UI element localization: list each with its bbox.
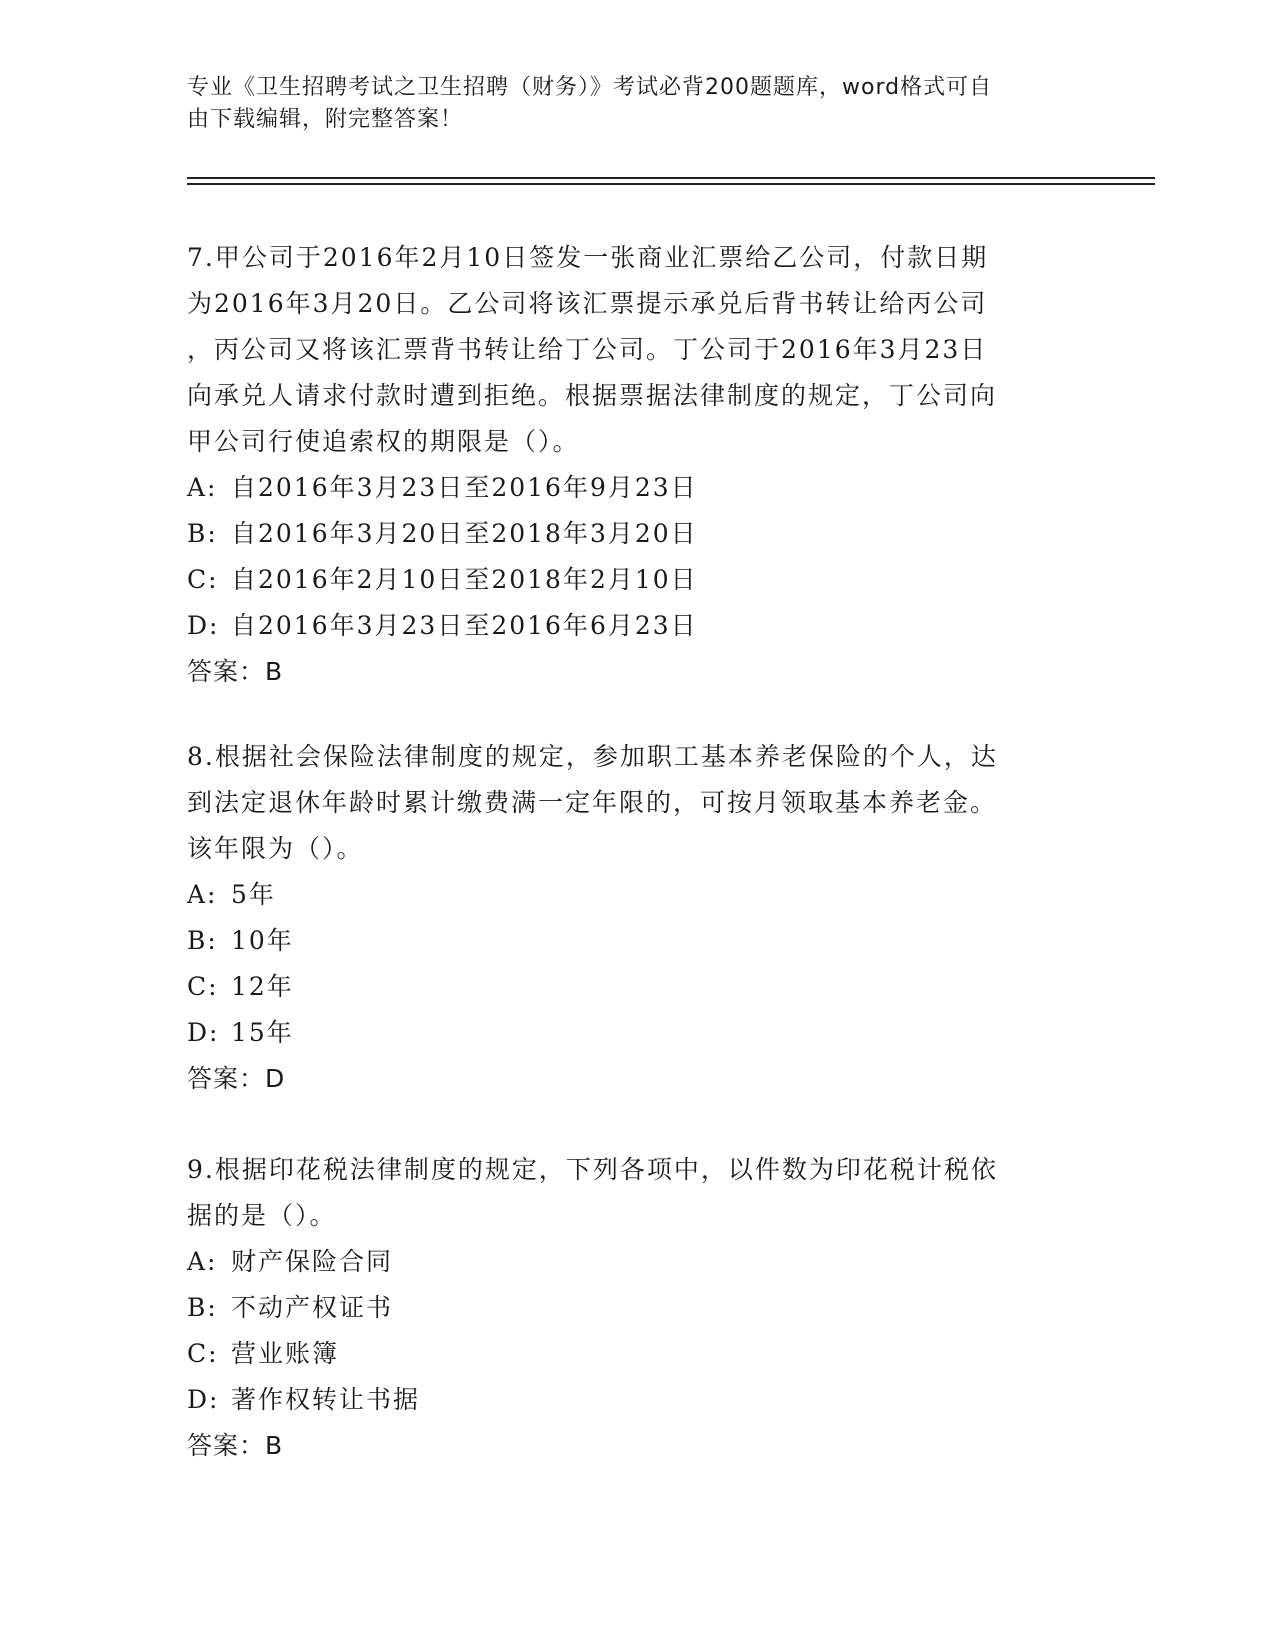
option-d (187, 1377, 1057, 1423)
option-text: 15年 (231, 1018, 294, 1047)
question-stem-line: 该年限为（）。 (187, 834, 364, 863)
option-b (187, 1285, 1057, 1331)
option-c (187, 964, 1057, 1010)
question-stem-line: 7.甲公司于2016年2月10日签发一张商业汇票给乙公司，付款日期 (187, 243, 989, 272)
option-text: 自2016年3月23日至2016年6月23日 (231, 611, 698, 640)
option-a (187, 872, 1057, 918)
option-d (187, 1010, 1057, 1056)
option-b (187, 511, 1057, 557)
question-stem-line: 甲公司行使追索权的期限是（）。 (187, 427, 580, 456)
option-c (187, 1331, 1057, 1377)
option-text: 10年 (231, 926, 294, 955)
option-text: 著作权转让书据 (231, 1385, 421, 1414)
option-text: 自2016年2月10日至2018年2月10日 (231, 565, 698, 594)
question-stem-line: 据的是（）。 (187, 1201, 337, 1230)
option-letter: D: (187, 611, 220, 640)
answer-line: 答案：D (187, 1064, 286, 1093)
option-c (187, 557, 1057, 603)
answer-line: 答案：B (187, 657, 284, 686)
option-letter: A: (187, 1247, 218, 1276)
option-letter: A: (187, 880, 218, 909)
answer-line: 答案：B (187, 1431, 284, 1460)
option-d (187, 603, 1057, 649)
question-stem-line: 到法定退休年龄时累计缴费满一定年限的，可按月领取基本养老金。 (187, 788, 998, 817)
option-text: 营业账簿 (231, 1339, 340, 1368)
option-text: 财产保险合同 (231, 1247, 394, 1276)
option-letter: D: (187, 1018, 220, 1047)
option-letter: D: (187, 1385, 220, 1414)
question-stem-line: 9.根据印花税法律制度的规定，下列各项中，以件数为印花税计税依 (187, 1155, 998, 1184)
header-divider-top (187, 177, 1155, 179)
option-text: 12年 (231, 972, 294, 1001)
question-9 (187, 1147, 1057, 1469)
question-7 (187, 235, 1057, 695)
option-a (187, 1239, 1057, 1285)
question-stem-line: 向承兑人请求付款时遭到拒绝。根据票据法律制度的规定，丁公司向 (187, 381, 998, 410)
question-8 (187, 734, 1057, 1102)
option-b (187, 918, 1057, 964)
header-line-2: 由下载编辑，附完整答案！ (187, 107, 464, 132)
question-stem-line: 8.根据社会保险法律制度的规定，参加职工基本养老保险的个人，达 (187, 742, 998, 771)
header-divider-bottom (187, 183, 1155, 185)
option-letter: B: (187, 1293, 218, 1322)
question-stem-line: 为2016年3月20日。乙公司将该汇票提示承兑后背书转让给丙公司 (187, 289, 988, 318)
question-stem-line: ，丙公司又将该汇票背书转让给丁公司。丁公司于2016年3月23日 (187, 335, 988, 364)
option-text: 5年 (231, 880, 276, 909)
option-a (187, 465, 1057, 511)
option-letter: C: (187, 565, 219, 594)
option-letter: C: (187, 972, 219, 1001)
option-letter: A: (187, 473, 218, 502)
option-text: 自2016年3月20日至2018年3月20日 (231, 519, 698, 548)
header-line-1: 专业《卫生招聘考试之卫生招聘（财务）》考试必背200题题库，word格式可自 (187, 75, 993, 100)
option-text: 自2016年3月23日至2016年9月23日 (231, 473, 698, 502)
document-header (187, 72, 1057, 136)
option-text: 不动产权证书 (231, 1293, 394, 1322)
option-letter: B: (187, 519, 218, 548)
option-letter: B: (187, 926, 218, 955)
option-letter: C: (187, 1339, 219, 1368)
